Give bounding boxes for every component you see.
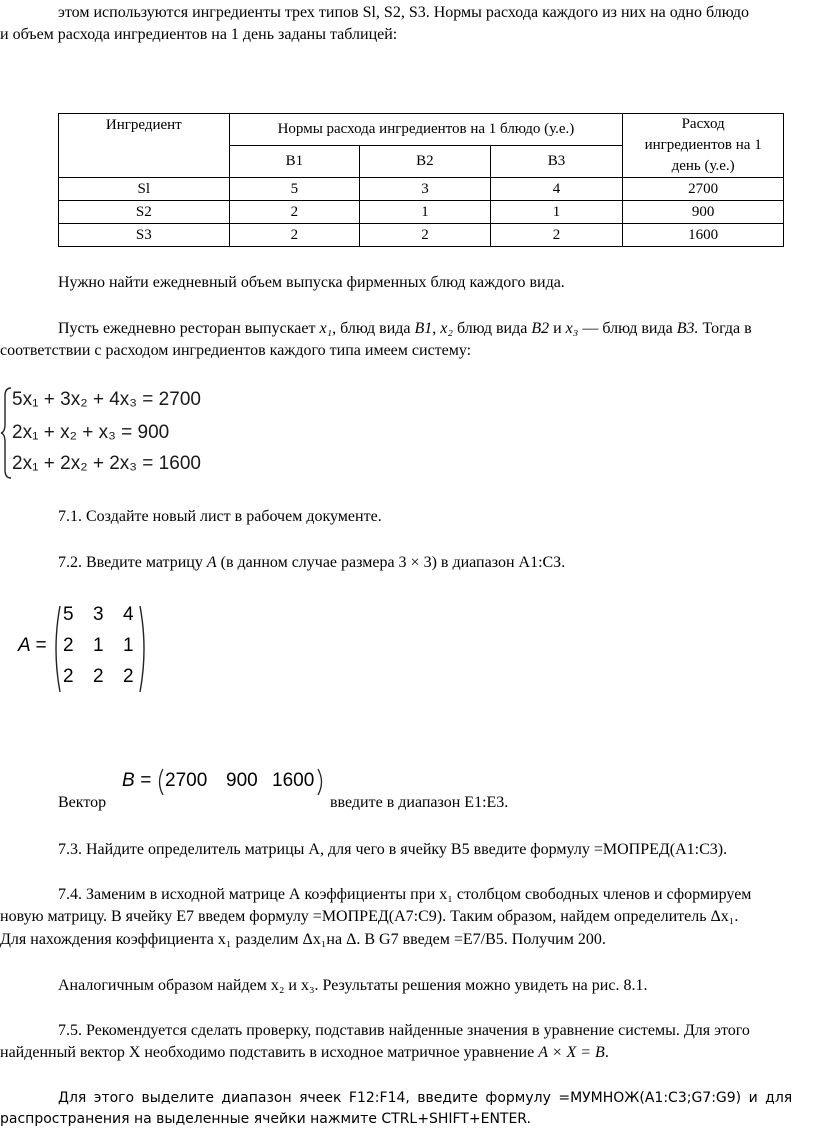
vector-value: 900 <box>226 770 258 791</box>
vector-value: 1600 <box>272 770 315 791</box>
ingredients-table <box>58 113 784 247</box>
header-expense-line-1: Расход <box>681 116 725 132</box>
matrix-cell: 2 <box>93 666 104 687</box>
header-col-b1: B1 <box>229 146 360 178</box>
var-x2: x₂ <box>440 320 453 337</box>
matrix-cell: 2 <box>63 635 74 656</box>
matrix-name: A <box>206 554 217 571</box>
header-col-b3: B3 <box>490 146 623 178</box>
matrix-cell: 1 <box>123 635 134 656</box>
matrix-right-paren <box>138 604 150 694</box>
row-b1: 5 <box>229 178 360 201</box>
row-name: Sl <box>59 178 230 201</box>
row-name: S3 <box>59 224 230 247</box>
text-run: и <box>549 320 566 337</box>
system-intro-line-1 <box>58 318 752 340</box>
row-name: S2 <box>59 201 230 224</box>
matrix-a-label: A = <box>18 635 47 656</box>
vector-left-paren <box>155 768 165 796</box>
intro-line-2: и объем расхода ингредиентов на 1 день заданы таблицей: <box>0 26 398 43</box>
matrix-cell: 4 <box>123 604 134 625</box>
header-col-b2: B2 <box>360 146 491 178</box>
row-b3: 2 <box>490 224 623 247</box>
header-expense-line-2: ингредиентов на 1 <box>644 137 762 153</box>
text-run: (в данном случае размера 3 × 3) в диапазон А1:СЗ. <box>216 554 566 571</box>
header-expense <box>623 114 784 178</box>
dish-b2: B2 <box>531 320 550 337</box>
step-7-4-line-1: 7.4. Заменим в исходной матрице А коэффициенты при x₁ столбцом свободных членов и сформируем <box>58 886 752 903</box>
header-ingredient: Ингредиент <box>59 114 230 178</box>
vector-instruction: введите в диапазон Е1:Е3. <box>330 794 509 811</box>
row-b1: 2 <box>229 224 360 247</box>
intro-line-1: этом используются ингредиенты трех типов Sl, S2, S3. Нормы расхода каждого из них на одно блюдо <box>58 4 749 21</box>
matrix-equation: A × X = B <box>538 1044 605 1061</box>
step-7-4-line-3: Для нахождения коэффициента x₁ разделим Δx₁на Δ. В G7 введем =E7/B5. Получим 200. <box>0 931 606 948</box>
row-total: 2700 <box>623 178 784 201</box>
step-7-1: 7.1. Создайте новый лист в рабочем документе. <box>58 508 382 525</box>
table-row <box>59 201 784 224</box>
row-total: 900 <box>623 201 784 224</box>
matrix-cell: 2 <box>63 666 74 687</box>
table-row <box>59 178 784 201</box>
matrix-cell: 1 <box>93 635 104 656</box>
equation-3: 2x₁ + 2x₂ + 2x₃ = 1600 <box>12 453 201 474</box>
equation-2: 2x₁ + x₂ + x₃ = 900 <box>12 422 170 443</box>
task-statement: Нужно найти ежедневный объем выпуска фирменных блюд каждого вида. <box>58 274 565 291</box>
step-7-3: 7.3. Найдите определитель матрицы А, для чего в ячейку В5 введите формулу =МОПРЕД(А1:С3). <box>58 841 728 858</box>
matrix-cell: 2 <box>123 666 134 687</box>
system-intro-line-2: соответствии с расходом ингредиентов каждого типа имеем систему: <box>0 342 472 359</box>
row-b2: 2 <box>360 224 491 247</box>
row-b1: 2 <box>229 201 360 224</box>
vector-label: Вектор <box>58 794 107 811</box>
vector-value: 2700 <box>165 770 208 791</box>
text-run: Пусть ежедневно ресторан выпускает <box>58 320 320 337</box>
text-run: блюд вида <box>452 320 532 337</box>
equation-1: 5x₁ + 3x₂ + 4x₃ = 2700 <box>12 389 201 410</box>
dish-b1: B1 <box>414 320 433 337</box>
row-total: 1600 <box>623 224 784 247</box>
row-b2: 3 <box>360 178 491 201</box>
row-b3: 4 <box>490 178 623 201</box>
text-run: найденный вектор X необходимо подставить в исходное матричное уравнение <box>0 1044 539 1061</box>
var-x1: x₁ <box>319 320 333 337</box>
step-7-5-line-1: 7.5. Рекомендуется сделать проверку, подставив найденные значения в уравнение системы. Для этого <box>58 1022 750 1039</box>
table-row <box>59 224 784 247</box>
final-instruction-line-2: распространения на выделенные ячейки нажмите CTRL+SHIFT+ENTER. <box>0 1111 531 1127</box>
step-7-4-line-2: новую матрицу. В ячейку Е7 введем формулу =МОПРЕД(А7:С9). Таким образом, найдем определитель Δx₁. <box>0 908 739 925</box>
header-norms: Нормы расхода ингредиентов на 1 блюдо (у.е.) <box>229 114 623 146</box>
row-b2: 1 <box>360 201 491 224</box>
step-7-5-line-2 <box>0 1042 609 1064</box>
row-b3: 1 <box>490 201 623 224</box>
header-expense-line-3: день (у.е.) <box>671 158 735 174</box>
text-run: , <box>432 320 441 337</box>
vector-right-paren <box>316 768 326 796</box>
matrix-left-paren <box>50 604 62 694</box>
text-run: , блюд вида <box>332 320 415 337</box>
final-instruction-line-1: Для этого выделите диапазон ячеек F12:F14, введите формулу =МУМНОЖ(А1:С3;G7:G9) и для <box>58 1090 793 1106</box>
matrix-cell: 3 <box>93 604 104 625</box>
text-run: . <box>604 1044 609 1061</box>
text-run: Тогда в <box>698 320 752 337</box>
matrix-cell: 5 <box>63 604 74 625</box>
step-7-2 <box>58 552 565 574</box>
analog-paragraph: Аналогичным образом найдем x₂ и x₃. Результаты решения можно увидеть на рис. 8.1. <box>58 977 648 994</box>
text-run: 7.2. Введите матрицу <box>58 554 207 571</box>
text-run: — блюд вида <box>578 320 677 337</box>
vector-b-label: B = <box>122 770 152 791</box>
var-x3: x₃ <box>565 320 579 337</box>
dish-b3: B3. <box>676 320 699 337</box>
